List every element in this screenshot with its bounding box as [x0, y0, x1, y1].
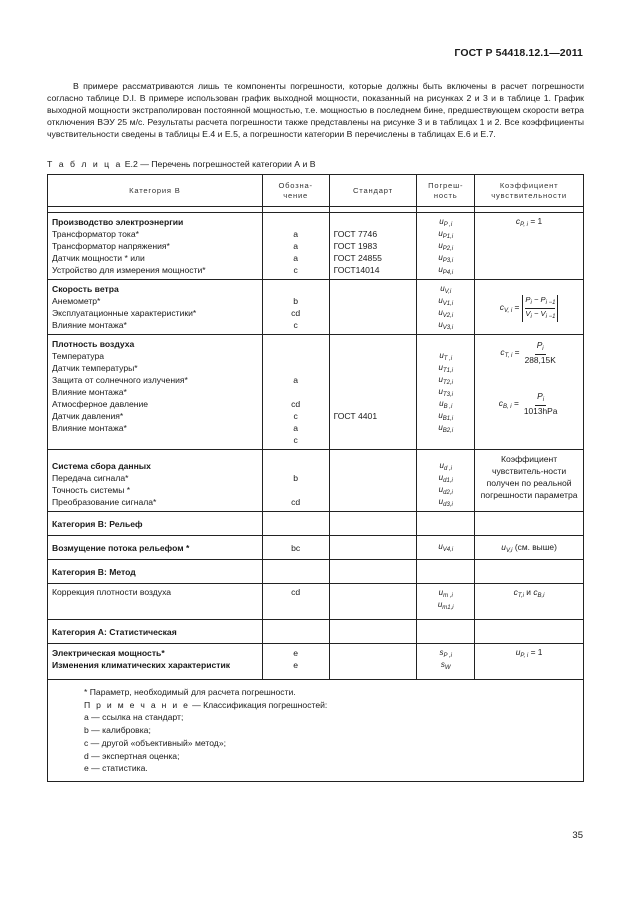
- notes-row: [48, 680, 584, 782]
- coefficient-power: $c_{P, i} = 1$: [475, 213, 584, 280]
- designation: bc: [262, 536, 329, 560]
- category-relief: Категория В: Рельеф: [48, 512, 263, 536]
- table-row: [48, 620, 584, 644]
- intro-paragraph: В примере рассматриваются лишь те компоненты погрешности, которые должны быть включены в расчет погрешности согласно таблице D.I. В примере использован график выходной мощности, показанный на рисунках 2 и 3 и в таблице 1. График выходной мощности экстраполирован постоянной мощностью, т.е. мощностью в последнем бине, предшествующем скорости ветра отключения ВЭУ 25 м/с. Результаты расчета погрешности также представлены на рисунке 3 и в таблицах 1 и 2. Все коэффициенты чувствительности сведены в таблицы Е.4 и Е.5, а погрешности категории В перечислены в таблицах Е.6 и Е.7.: [47, 81, 584, 140]
- designation: b: [293, 473, 299, 483]
- table-caption: Т а б л и ц а Е.2 — Перечень погрешностей категории А и В: [47, 159, 316, 169]
- row-label: Передача сигнала*: [52, 473, 129, 483]
- designation: e: [293, 660, 299, 670]
- standard-ref: ГОСТ 7746: [333, 229, 378, 239]
- uncertainty-symbols: $u_{T ,i}$ $u_{T1,i}$ $u_{T2,i}$ $u_{T3,i}$ $u_{B ,i}$ $u_{B1,i}$ $u_{B2,i}$: [417, 335, 475, 450]
- designation: a: [293, 423, 299, 433]
- uncertainty-symbols: $u_{V,i}$ $u_{V1,i}$ $u_{V2,i}$ $u_{V3,i}$: [417, 280, 475, 335]
- standard-number: ГОСТ Р 54418.12.1—2011: [454, 47, 583, 59]
- designation: e: [293, 648, 299, 658]
- col-uncertainty: Погреш- ность: [417, 175, 475, 207]
- row-label: Влияние монтажа*: [52, 387, 127, 397]
- note-heading: П р и м е ч а н и е — Классификация погрешностей:: [84, 699, 328, 710]
- designation: b: [293, 296, 299, 306]
- row-label: Датчик мощности * или: [52, 253, 145, 263]
- standard-ref: ГОСТ 24855: [333, 253, 382, 263]
- row-label: Трансформатор тока*: [52, 229, 139, 239]
- group-title-air: Плотность воздуха: [52, 339, 135, 349]
- uncertainty-table: [47, 174, 584, 782]
- row-label: Влияние монтажа*: [52, 423, 127, 433]
- standard-ref: ГОСТ 1983: [333, 241, 378, 251]
- uncertainty-symbols: $u_{m ,i}$ $u_{m1,i}$: [417, 584, 475, 620]
- designation: a: [293, 253, 299, 263]
- group-title-das: Система сбора данных: [52, 461, 151, 471]
- table-row: [48, 584, 584, 620]
- category-statistical: Категория А: Статистическая: [48, 620, 263, 644]
- table-row: [48, 213, 584, 280]
- standard-ref: ГОСТ 4401: [333, 411, 378, 421]
- category-method: Категория В: Метод: [48, 560, 263, 584]
- table-row: [48, 450, 584, 512]
- designation: a: [293, 229, 299, 239]
- uncertainty-symbols: $u_{V4,i}$: [417, 536, 475, 560]
- col-category: Категория В: [48, 175, 263, 207]
- row-density-correction: Коррекция плотности воздуха: [48, 584, 263, 620]
- row-label: Датчик давления*: [52, 411, 124, 421]
- coefficient-das: Коэффициент чувствитель-ности получен по реальной погрешности параметра: [475, 450, 584, 512]
- designation: a: [293, 375, 299, 385]
- uncertainty-symbols: $s_{P ,i}$ $s_W$: [417, 644, 475, 680]
- row-label: Анемометр*: [52, 296, 101, 306]
- row-label: Электрическая мощность*: [52, 648, 165, 658]
- standard-ref: ГОСТ14014: [333, 265, 380, 275]
- table-row: [48, 644, 584, 680]
- uncertainty-symbols: $u_{P ,i}$ $u_{P1,i}$ $u_{P2,i}$ $u_{P3,i}$ $u_{P4,i}$: [417, 213, 475, 280]
- coefficient-wind: $c_{V, i}$ = $\frac{P_i - P_{i -1}}{V_i - V_{i -1}}$: [475, 280, 584, 335]
- table-row: [48, 335, 584, 450]
- row-label: Эксплуатационные характеристики*: [52, 308, 197, 318]
- note-item: d — экспертная оценка;: [84, 750, 180, 761]
- table-header-row: [48, 175, 584, 207]
- row-flow-distortion: Возмущение потока рельефом *: [48, 536, 263, 560]
- col-standard: Стандарт: [329, 175, 417, 207]
- designation: a: [293, 241, 299, 251]
- designation: cd: [291, 399, 301, 409]
- row-label: Точность системы *: [52, 485, 131, 495]
- designation: cd: [291, 497, 301, 507]
- coefficient-air: $c_{T, i}$ = $\frac{P_i}{288,15K}$ $c_{B, i}$ = $\frac{P_i}{\text{1013hPa}}$: [475, 335, 584, 450]
- table-row: [48, 512, 584, 536]
- note-item: а — ссылка на стандарт;: [84, 712, 184, 723]
- uncertainty-symbols: $u_{d ,i}$ $u_{d1,i}$ $u_{d2,i}$ $u_{d3,i}$: [417, 450, 475, 512]
- designation: cd: [262, 584, 329, 620]
- coefficient-density: $c_{T,i}$ и $c_{B,i}$: [475, 584, 584, 620]
- table-row: [48, 560, 584, 584]
- group-title-power: Производство электроэнергии: [52, 217, 184, 227]
- row-label: Температура: [52, 351, 105, 361]
- designation: c: [293, 435, 298, 445]
- table-row: [48, 280, 584, 335]
- note-item: с — другой «объективный» метод»;: [84, 737, 226, 748]
- row-label: Изменения климатических характеристик: [52, 660, 231, 670]
- note-item: е — статистика.: [84, 763, 148, 774]
- row-label: Преобразование сигнала*: [52, 497, 157, 507]
- group-title-wind: Скорость ветра: [52, 284, 119, 294]
- row-label: Защита от солнечного излучения*: [52, 375, 188, 385]
- row-label: Влияние монтажа*: [52, 320, 127, 330]
- col-designation: Обозна- чение: [262, 175, 329, 207]
- row-label: Датчик температуры*: [52, 363, 138, 373]
- coefficient-stat: $u_{P, i} = 1$: [475, 644, 584, 680]
- col-coefficient: Коэффициент чувствительности: [475, 175, 584, 207]
- table-row: [48, 536, 584, 560]
- row-label: Трансформатор напряжения*: [52, 241, 170, 251]
- designation: c: [293, 320, 298, 330]
- note-item: b — калибровка;: [84, 725, 151, 736]
- designation: c: [293, 265, 298, 275]
- page-number: 35: [572, 830, 583, 841]
- designation: cd: [291, 308, 301, 318]
- row-label: Устройство для измерения мощности*: [52, 265, 206, 275]
- row-label: Атмосферное давление: [52, 399, 149, 409]
- coefficient-flow: $u_{V,i}$ (см. выше): [475, 536, 584, 560]
- asterisk-note: * Параметр, необходимый для расчета погрешности.: [84, 687, 296, 697]
- designation: c: [293, 411, 298, 421]
